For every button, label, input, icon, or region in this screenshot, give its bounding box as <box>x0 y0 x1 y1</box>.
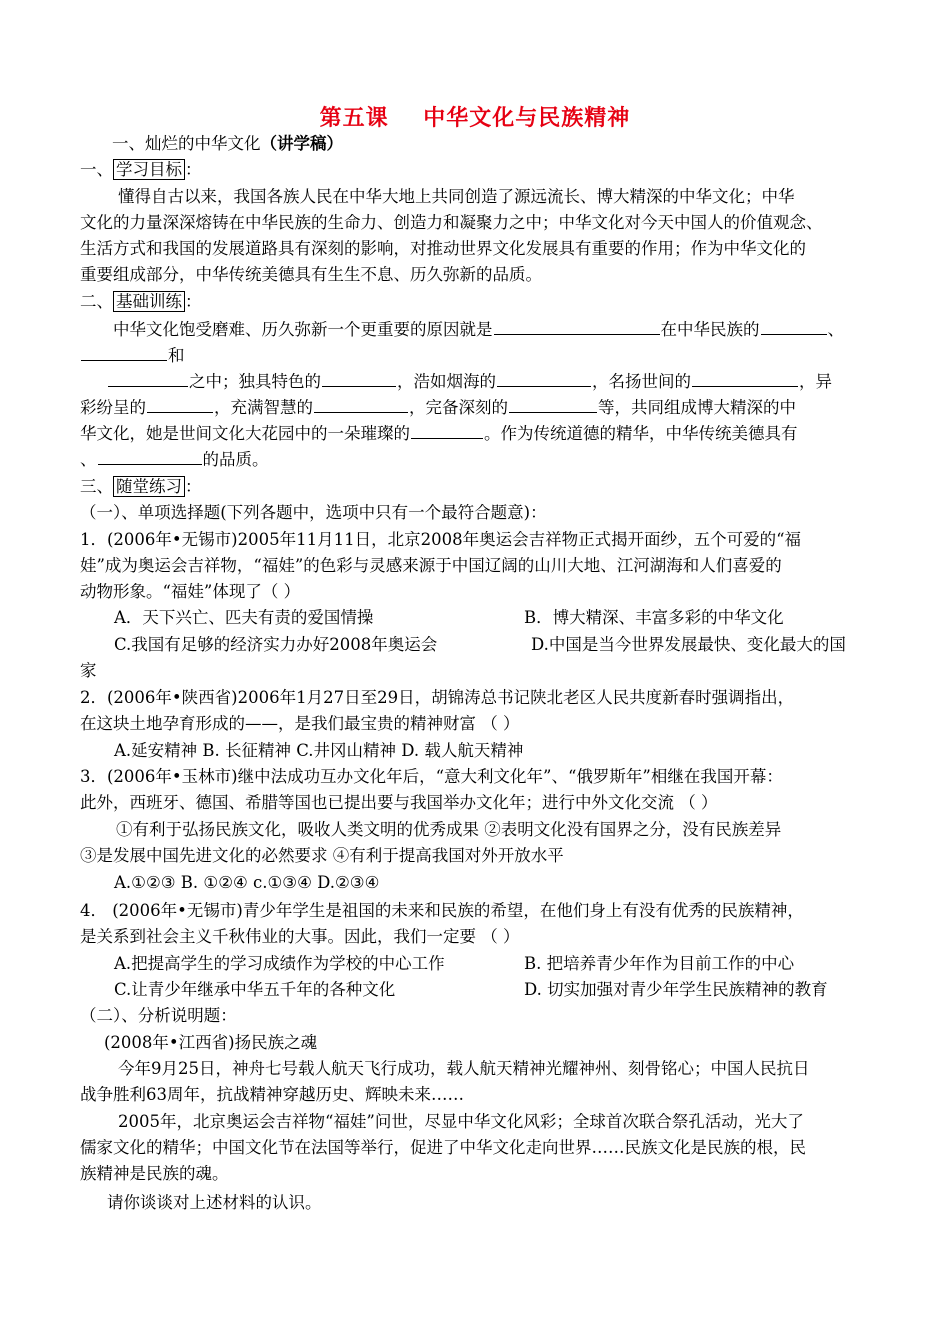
text-segment: ，异 <box>799 372 832 391</box>
text-segment: 彩纷呈的 <box>80 398 146 417</box>
answer-blank[interactable] <box>411 420 483 439</box>
section1-line: 生活方式和我国的发展道路具有深刻的影响，对推动世界文化发展具有重要的作用；作为中华文化的 <box>80 239 806 258</box>
section1-number: 一、 <box>80 160 113 179</box>
part1-title: （一）、单项选择题(下列各题中，选项中只有一个最符合题意)： <box>80 503 547 522</box>
analysis-prompt: 请你谈谈对上述材料的认识。 <box>107 1193 322 1212</box>
question-4-line: 4． (2006年•无锡市)青少年学生是祖国的未来和民族的希望，在他们身上有没有优秀的民族精神， <box>80 901 804 920</box>
text-segment: 在中华民族的 <box>660 320 760 339</box>
question-4-option-a[interactable]: A.把提高学生的学习成绩作为学校的中心工作 <box>114 954 445 973</box>
analysis-paragraph-line: 战争胜利63周年，抗战精神穿越历史、辉映未来…… <box>80 1085 464 1104</box>
subtitle-suffix: （讲学稿） <box>260 134 343 153</box>
fill-blank-line <box>80 394 796 421</box>
text-segment: ，浩如烟海的 <box>397 372 496 391</box>
analysis-source: (2008年•江西省)扬民族之魂 <box>104 1033 318 1052</box>
analysis-paragraph-line: 儒家文化的精华；中国文化节在法国等举行，促进了中华文化走向世界……民族文化是民族的根，民 <box>80 1138 806 1157</box>
question-4-option-c[interactable]: C.让青少年继承中华五千年的各种文化 <box>114 980 396 999</box>
question-4-option-b[interactable]: B. 把培养青少年作为目前工作的中心 <box>524 954 795 973</box>
question-2-line: 2．(2006年•陕西省)2006年1月27日至29日，胡锦涛总书记陕北老区人民共度新春时强调指出， <box>80 688 795 707</box>
text-segment: 之中；独具特色的 <box>189 372 321 391</box>
text-segment: 的品质。 <box>202 450 269 469</box>
section3-number: 三、 <box>80 477 113 496</box>
fill-blank-line <box>80 420 798 447</box>
text-segment: 、 <box>827 320 844 339</box>
question-4-line: 是关系到社会主义千秋伟业的大事。因此，我们一定要 （ ） <box>80 927 520 946</box>
part2-title: （二）、分析说明题： <box>80 1006 237 1025</box>
answer-blank[interactable] <box>494 316 660 335</box>
section3-heading <box>80 474 202 500</box>
section1-line: 文化的力量深深熔铸在中华民族的生命力、创造力和凝聚力之中；中华文化对今天中国人的价值观念、 <box>80 213 823 232</box>
answer-blank[interactable] <box>314 394 408 413</box>
page-title: 第五课 中华文化与民族精神 <box>319 106 631 131</box>
fill-blank-line <box>80 342 185 369</box>
question-4-option-d[interactable]: D. 切实加强对青少年学生民族精神的教育 <box>524 980 828 999</box>
question-1-option-d[interactable]: D.中国是当今世界发展最快、变化最大的国 <box>531 635 846 654</box>
question-2-options[interactable]: A.延安精神 B. 长征精神 C.井冈山精神 D. 载人航天精神 <box>114 741 524 760</box>
section1-line: 重要组成部分，中华传统美德具有生生不息、历久弥新的品质。 <box>80 265 542 284</box>
subtitle <box>112 131 343 157</box>
section1-heading <box>80 157 202 183</box>
section2-heading <box>80 289 202 315</box>
question-3-statements: ③是发展中国先进文化的必然要求 ④有利于提高我国对外开放水平 <box>80 846 564 865</box>
question-1-line: 1．(2006年•无锡市)2005年11月11日，北京2008年奥运会吉祥物正式揭开面纱，五个可爱的“福 <box>80 530 802 549</box>
text-segment: 等，共同组成博大精深的中 <box>598 398 796 417</box>
subtitle-text: 一、灿烂的中华文化 <box>112 134 261 153</box>
answer-blank[interactable] <box>81 342 167 361</box>
text-segment: 华文化，她是世间文化大花园中的一朵璀璨的 <box>80 424 410 443</box>
question-3-options[interactable]: A.①②③ B. ①②④ c.①③④ D.②③④ <box>114 873 380 892</box>
answer-blank[interactable] <box>108 368 188 387</box>
answer-blank[interactable] <box>509 394 597 413</box>
question-3-statements: ①有利于弘扬民族文化，吸收人类文明的优秀成果 ②表明文化没有国界之分，没有民族差异 <box>116 820 782 839</box>
section1-label: 学习目标 <box>113 159 185 180</box>
section3-colon: ： <box>185 477 202 496</box>
section2-number: 二、 <box>80 292 113 311</box>
question-1-line: 娃”成为奥运会吉祥物，“福娃”的色彩与灵感来源于中国辽阔的山川大地、江河湖海和人们喜爱的 <box>80 556 782 575</box>
section1-line: 懂得自古以来，我国各族人民在中华大地上共同创造了源远流长、博大精深的中华文化；中华 <box>118 187 795 206</box>
answer-blank[interactable] <box>761 316 827 335</box>
question-1-option-b[interactable]: B．博大精深、丰富多彩的中华文化 <box>524 608 784 627</box>
fill-blank-line <box>113 316 844 343</box>
analysis-paragraph-line: 族精神是民族的魂。 <box>80 1164 229 1183</box>
text-segment: 。作为传统道德的精华，中华传统美德具有 <box>484 424 798 443</box>
question-1-line: 动物形象。“福娃”体现了（ ） <box>80 582 301 601</box>
section2-colon: ： <box>185 292 202 311</box>
section2-label: 基础训练 <box>113 291 185 312</box>
answer-blank[interactable] <box>497 368 591 387</box>
question-1-option-c[interactable]: C.我国有足够的经济实力办好2008年奥运会 <box>114 635 438 654</box>
question-1-option-d-cont: 家 <box>80 661 97 680</box>
text-segment: 和 <box>168 346 185 365</box>
section3-label: 随堂练习 <box>113 476 185 497</box>
answer-blank[interactable] <box>98 446 202 465</box>
question-1-option-a[interactable]: A．天下兴亡、匹夫有责的爱国情操 <box>114 608 374 627</box>
fill-blank-line <box>80 446 269 473</box>
text-segment: ，完备深刻的 <box>409 398 508 417</box>
text-segment: 中华文化饱受磨难、历久弥新一个更重要的原因就是 <box>113 320 493 339</box>
text-segment: 、 <box>80 450 97 469</box>
fill-blank-line <box>107 368 832 395</box>
text-segment: ，名扬世间的 <box>592 372 691 391</box>
question-3-line: 此外，西班牙、德国、希腊等国也已提出要与我国举办文化年；进行中外文化交流 （ ） <box>80 793 718 812</box>
analysis-paragraph-line: 今年9月25日，神舟七号载人航天飞行成功，载人航天精神光耀神州、刻骨铭心；中国人民抗日 <box>118 1059 810 1078</box>
question-2-line: 在这块土地孕育形成的——，是我们最宝贵的精神财富 （ ） <box>80 714 520 733</box>
question-3-line: 3．(2006年•玉林市)继中法成功互办文化年后，“意大利文化年”、“俄罗斯年”相继在我国开幕： <box>80 767 783 786</box>
analysis-paragraph-line: 2005年，北京奥运会吉祥物“福娃”问世，尽显中华文化风彩；全球首次联合祭孔活动，光大了 <box>118 1112 804 1131</box>
text-segment: ，充满智慧的 <box>214 398 313 417</box>
answer-blank[interactable] <box>322 368 396 387</box>
answer-blank[interactable] <box>147 394 213 413</box>
answer-blank[interactable] <box>692 368 798 387</box>
section1-colon: ： <box>185 160 202 179</box>
